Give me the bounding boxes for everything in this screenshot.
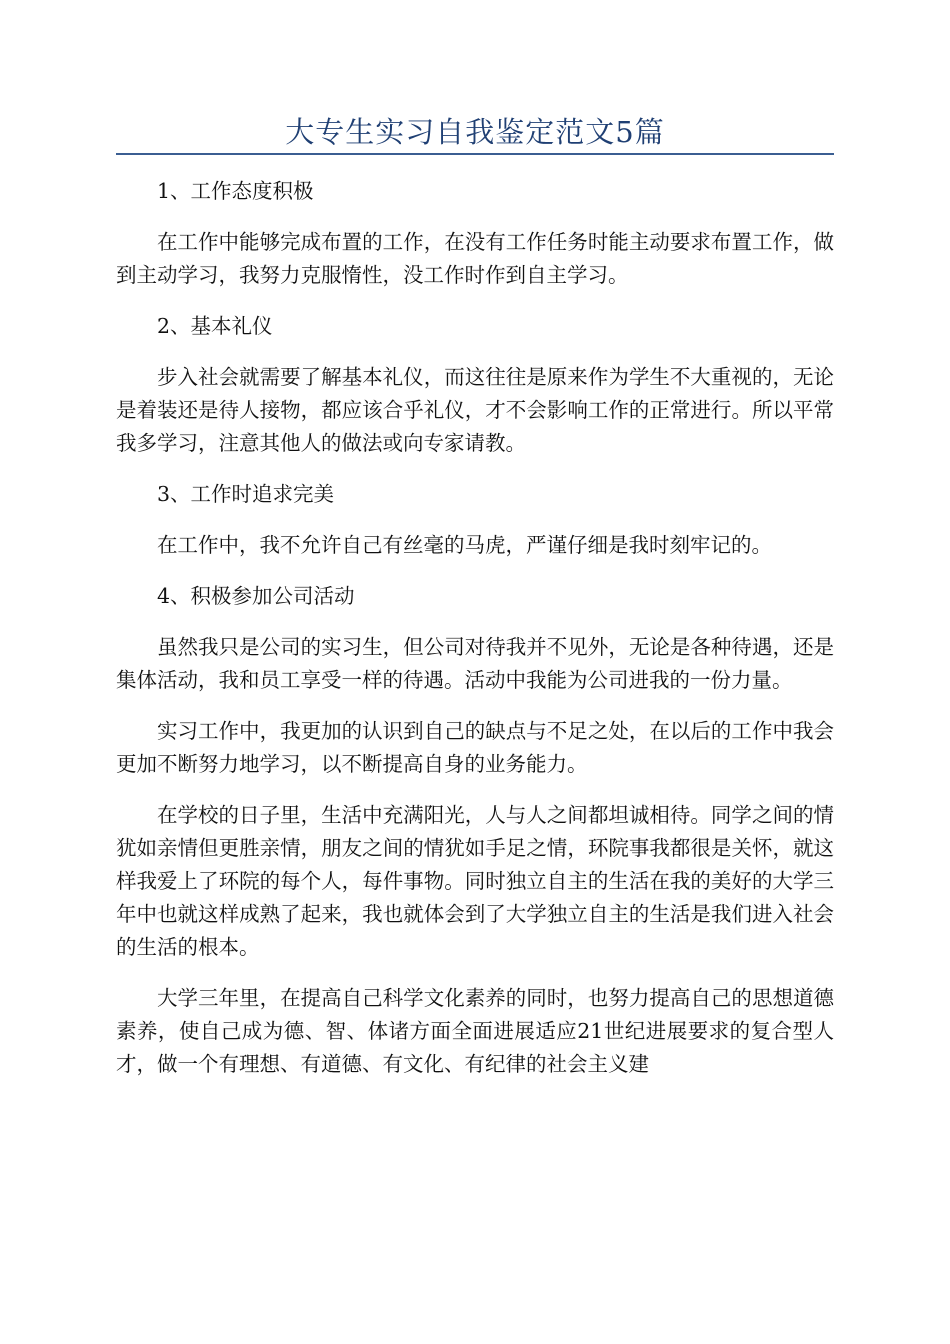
paragraph: 在工作中，我不允许自己有丝毫的马虎，严谨仔细是我时刻牢记的。: [157, 533, 772, 557]
document-title: 大专生实习自我鉴定范文5篇: [285, 115, 665, 149]
section-heading-activities: 4、积极参加公司活动: [157, 584, 355, 608]
section-heading-etiquette: 2、基本礼仪: [157, 314, 273, 338]
paragraph: 步入社会就需要了解基本礼仪，而这往往是原来作为学生不大重视的，无论是着装还是待人接物，都应该合乎礼仪，才不会影响工作的正常进行。所以平常我多学习，注意其他人的做法或向专家请教。: [116, 365, 834, 455]
paragraph: 大学三年里，在提高自己科学文化素养的同时，也努力提高自己的思想道德素养，使自己成为德、智、体诸方面全面进展适应21世纪进展要求的复合型人才，做一个有理想、有道德、有文化、有纪律的社会主义建: [116, 986, 834, 1076]
paragraph: 实习工作中，我更加的认识到自己的缺点与不足之处，在以后的工作中我会更加不断努力地学习，以不断提高自身的业务能力。: [116, 719, 834, 776]
paragraph: 在工作中能够完成布置的工作，在没有工作任务时能主动要求布置工作，做到主动学习，我努力克服惰性，没工作时作到自主学习。: [116, 230, 834, 287]
title-underline: [116, 153, 834, 155]
document-body: [116, 175, 834, 1099]
paragraph: 在学校的日子里，生活中充满阳光，人与人之间都坦诚相待。同学之间的情犹如亲情但更胜亲情，朋友之间的情犹如手足之情，环院事我都很是关怀，就这样我爱上了环院的每个人，每件事物。同时独立自主的生活在我的美好的大学三年中也就这样成熟了起来，我也就体会到了大学独立自主的生活是我们进入社会的生活的根本。: [116, 803, 834, 959]
section-heading-work-attitude: 1、工作态度积极: [157, 179, 314, 203]
paragraph: 虽然我只是公司的实习生，但公司对待我并不见外，无论是各种待遇，还是集体活动，我和员工享受一样的待遇。活动中我能为公司进我的一份力量。: [116, 635, 834, 692]
section-heading-perfection: 3、工作时追求完美: [157, 482, 335, 506]
